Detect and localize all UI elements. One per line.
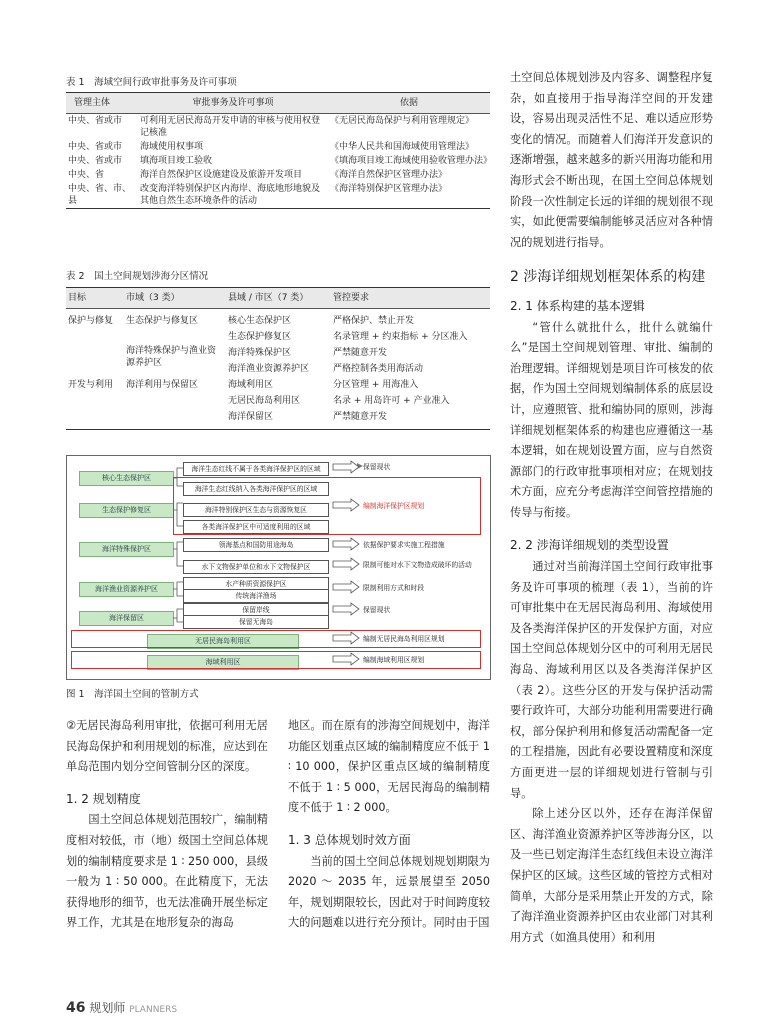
arrow-icon bbox=[333, 603, 359, 615]
category-box: 海洋生态红线不属于各类海洋保护区的区域 bbox=[183, 462, 329, 476]
table2-header: 市域（3 类） bbox=[124, 288, 226, 309]
table1-cell: 《海洋自然保护区管理办法》 bbox=[330, 170, 448, 180]
table2-cell: 严格控制各类用海活动 bbox=[333, 364, 424, 374]
section-heading: 1. 2 规划精度 bbox=[66, 791, 141, 806]
table1-cell: 《无居民海岛保护与利用管理规定》 bbox=[330, 116, 475, 126]
arrow-icon bbox=[333, 558, 359, 570]
paragraph: 除上述分区以外，还存在海洋保留区、海洋渔业资源养护区等涉海分区，以及一些已划定海洋生态红线但未设立海洋保护区的区域。这些区域的管控方式相对简单，大部分是采用禁止开发的方式，除了海洋渔业资源养护区由农业部门对其利用方式（如渔具使用）和利用 bbox=[510, 807, 713, 944]
paragraph: 当前的国土空间总体规划规划期限为 2020 ～ 2035 年，远景展望至 2050 年，规划期限较长，因此对于时间跨度较大的问题难以进行充分预计。同时由于国 bbox=[288, 854, 490, 930]
table1-cell: 中央、省或市 bbox=[68, 116, 123, 126]
table1-cell: 《中华人民共和国海域使用管理法》 bbox=[330, 142, 475, 152]
highlight-box bbox=[71, 651, 481, 669]
right-column bbox=[510, 68, 713, 948]
result-text: 编制海洋保护区规划 bbox=[363, 502, 425, 510]
zone-box: 海洋渔业资源养护区 bbox=[79, 582, 174, 597]
result-text: 保留现状 bbox=[363, 463, 391, 471]
category-box: 领海基点和国防用途海岛 bbox=[183, 538, 329, 552]
table2-cell: 保护与修复 bbox=[68, 316, 114, 326]
page-footer bbox=[66, 999, 177, 1016]
zone-box: 海域利用区 bbox=[147, 655, 299, 670]
table2-cell: 严禁随意开发 bbox=[331, 408, 490, 430]
paragraph: “管什么就批什么，批什么就编什么”是国土空间规划管理、审批、编制的治理逻辑。详细规划是项目许可核发的依据，作为国土空间规划编制体系的底层设计，应遵照管、批和编协同的原则，涉海详细规划框架体系的构建也应遵循这一基本逻辑，如在规划设置方面，应与自然资源部门的行政审批事项相对应；在规划技术方面，应充分考虑海洋空间管控措施的传导与衔接。 bbox=[510, 320, 713, 519]
category-box: 保留无海岛 bbox=[183, 615, 329, 629]
table2-cell: 海洋保留区 bbox=[226, 408, 331, 430]
table2-cell: 无居民海岛利用区 bbox=[228, 396, 301, 406]
result-text: 限制利用方式和时段 bbox=[363, 584, 425, 592]
section-heading: 2. 1 体系构建的基本逻辑 bbox=[510, 298, 645, 313]
zone-box: 无居民海岛利用区 bbox=[147, 634, 299, 649]
highlight-box bbox=[71, 630, 481, 648]
left-column bbox=[66, 716, 268, 934]
category-box: 保留岸线 bbox=[183, 603, 329, 617]
section-heading: 2 涉海详细规划框架体系的构建 bbox=[510, 269, 706, 286]
figure1-caption: 图 1 海洋国土空间的管制方式 bbox=[66, 689, 199, 700]
table1-caption: 表 1 海域空间行政审批事务及许可事项 bbox=[66, 77, 237, 88]
table2-cell: 严格保护、禁止开发 bbox=[333, 316, 415, 326]
zone-box: 海洋特殊保护区 bbox=[79, 542, 174, 557]
table2-cell: 分区管理 + 用海准入 bbox=[333, 380, 419, 390]
page-number: 46 bbox=[66, 1000, 86, 1016]
figure1-diagram bbox=[66, 455, 491, 680]
table1-cell: 《海洋特别保护区管理办法》 bbox=[328, 182, 490, 209]
table2-header: 目标 bbox=[66, 288, 124, 309]
table1-header: 依据 bbox=[328, 93, 490, 114]
table2-cell: 名录 + 用岛许可 + 产业准入 bbox=[333, 396, 450, 406]
result-text: 保留现状 bbox=[363, 606, 391, 614]
table1-cell: 可利用无居民海岛开发申请的审核与使用权登记核准 bbox=[140, 116, 321, 138]
table2-cell: 名录管理 + 约束指标 + 分区准入 bbox=[333, 332, 468, 342]
table2-caption: 表 2 国土空间规划涉海分区情况 bbox=[66, 271, 209, 282]
table1-cell: 中央、省、市、县 bbox=[66, 182, 138, 209]
table2-cell: 海洋特殊保护区 bbox=[228, 348, 292, 358]
paragraph: 通过对当前海洋国土空间行政审批事务及许可事项的梳理（表 1），当前的许可审批集中在无居民海岛利用、海域使用及各类海洋保护区的开发保护方面，对应国土空间总体规划分区中的可利用无居民海岛、海域利用区以及各类海洋保护区（表 2）。这些分区的开发与保护活动需要行政许可，大部分功能利用需要进行确权，部分保护利用和修复活动需配备一定的工程措施，因此有必要设置精度和深度方面更进一层的详细规划进行管制与引导。 bbox=[510, 560, 713, 800]
table2 bbox=[66, 287, 490, 430]
table1-cell: 改变海洋特别保护区内海岸、海底地形地貌及其他自然生态环境条件的活动 bbox=[138, 182, 328, 209]
magazine-name: 规划师 bbox=[89, 1001, 126, 1015]
category-box: 传统海洋渔场 bbox=[183, 589, 329, 603]
paragraph: 地区。而在原有的涉海空间规划中，海洋功能区划重点区域的编制精度应不低于 1 ∶ 10 000，保护区重点区域的编制精度不低于 1 ∶ 5 000，无居民海岛的编制精度不低于 1 ∶ 2 000。 bbox=[288, 719, 490, 815]
table1-cell: 海域使用权事项 bbox=[140, 142, 204, 152]
table2-cell: 生态保护与修复区 bbox=[126, 316, 199, 326]
result-text: 限制可能对水下文物造成破坏的活动 bbox=[363, 561, 472, 569]
table2-header: 管控要求 bbox=[331, 288, 490, 309]
table1-header: 管理主体 bbox=[66, 93, 138, 114]
table1-cell: 《填海项目竣工海域使用验收管理办法》 bbox=[330, 156, 493, 166]
middle-column bbox=[288, 716, 490, 934]
table1-cell: 中央、省或市 bbox=[68, 156, 123, 166]
category-box: 各类海洋保护区中可适度利用的区域 bbox=[183, 520, 329, 534]
section-heading: 1. 3 总体规划时效方面 bbox=[288, 832, 411, 847]
table1-cell: 中央、省或市 bbox=[68, 142, 123, 152]
table2-cell: 核心生态保护区 bbox=[228, 316, 292, 326]
table1 bbox=[66, 92, 493, 209]
table2-cell: 生态保护修复区 bbox=[228, 332, 292, 342]
zone-box: 核心生态保护区 bbox=[79, 471, 174, 486]
zone-box: 海洋保留区 bbox=[79, 611, 174, 626]
table2-header: 县域 / 市区（7 类） bbox=[226, 288, 331, 309]
category-box: 海洋特别保护区生态与资源恢复区 bbox=[183, 503, 329, 517]
table1-cell: 填海项目竣工验收 bbox=[140, 156, 213, 166]
table1-cell: 中央、省 bbox=[68, 170, 105, 180]
section-heading: 2. 2 涉海详细规划的类型设置 bbox=[510, 538, 669, 553]
result-text: 编制无居民海岛利用区规划 bbox=[363, 635, 445, 643]
result-text: 依据保护要求实施工程措施 bbox=[363, 541, 445, 549]
arrow-icon bbox=[333, 461, 359, 473]
paragraph: 国土空间总体规划范围较广，编制精度相对较低，市（地）级国土空间总体规划的编制精度要求是 1 ∶ 250 000，县级一般为 1 ∶ 50 000。在此精度下，无法获得地形的细节，也无法准确开展坐标定界工作，尤其是在地形复杂的海岛 bbox=[66, 813, 268, 930]
result-text: 编制海域利用区规划 bbox=[363, 656, 425, 664]
zone-box: 生态保护修复区 bbox=[79, 503, 174, 518]
table2-cell: 海洋利用与保留区 bbox=[126, 380, 199, 390]
table2-cell: 海域利用区 bbox=[228, 380, 274, 390]
table2-cell: 海洋渔业资源养护区 bbox=[228, 364, 310, 374]
category-box: 海洋生态红线纳入各类海洋保护区的区域 bbox=[183, 482, 329, 496]
category-box: 水下文物保护单位和水下文物保护区 bbox=[183, 560, 329, 574]
category-box: 水产种质资源保护区 bbox=[183, 577, 329, 591]
table1-header: 审批事务及许可事项 bbox=[138, 93, 328, 114]
magazine-name-en: PLANNERS bbox=[129, 1005, 178, 1015]
table1-cell: 海洋自然保护区设施建设及旅游开发项目 bbox=[140, 170, 303, 180]
paragraph: ②无居民海岛利用审批，依据可利用无居民海岛保护和利用规划的标准，应达到在单岛范围内划分空间管制分区的深度。 bbox=[66, 719, 268, 774]
table2-cell: 开发与利用 bbox=[68, 380, 114, 390]
arrow-icon bbox=[333, 538, 359, 550]
highlight-box bbox=[173, 477, 481, 535]
table2-cell: 严禁随意开发 bbox=[333, 348, 388, 358]
arrow-icon bbox=[333, 581, 359, 593]
paragraph: 土空间总体规划涉及内容多、调整程序复杂，如直接用于指导海洋空间的开发建设，容易出现灵活性不足、难以适应形势变化的情况。而随着人们海洋开发意识的逐渐增强，越来越多的新兴用海功能和用海形式会不断出现，在国土空间总体规划阶段一次性制定长远的详细的规划很不现实，如此便需要编制能够灵活应对各种情况的规划进行指导。 bbox=[510, 71, 713, 249]
table2-cell: 海洋特殊保护与渔业资源养护区 bbox=[126, 346, 217, 368]
